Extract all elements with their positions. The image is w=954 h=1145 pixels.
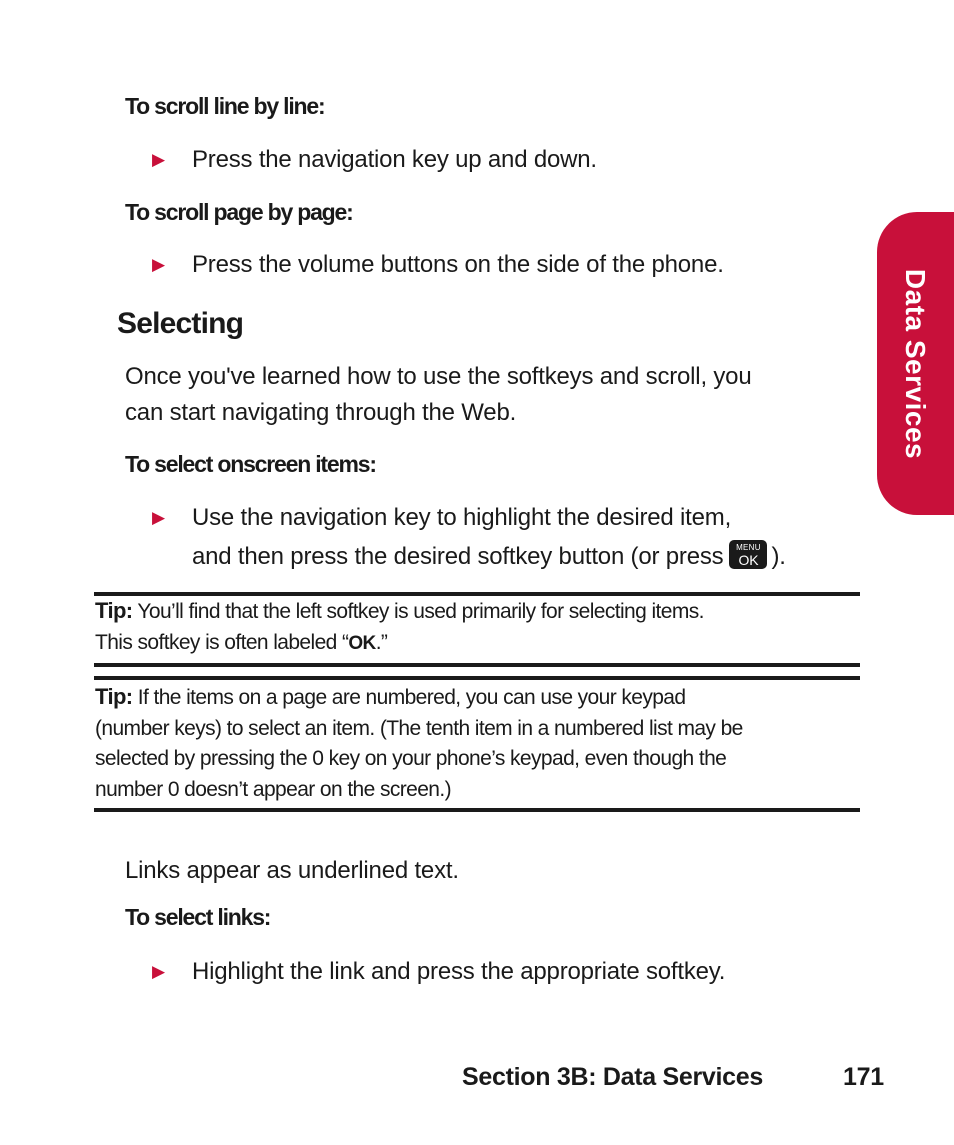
tip1-ok-label: OK: [348, 632, 376, 654]
tip2-line3: selected by pressing the 0 key on your phone’s keypad, even though the: [95, 747, 727, 770]
select-items-heading: To select onscreen items:: [125, 451, 376, 477]
menu-key-top-label: MENU: [736, 543, 761, 553]
side-tab-label: Data Services: [900, 268, 932, 459]
selecting-intro: [125, 359, 751, 431]
select-items-line2-text: and then press the desired softkey button (or press: [192, 543, 724, 570]
tip1-box: [95, 596, 861, 659]
tip1-line1: You’ll find that the left softkey is used primarily for selecting items.: [132, 600, 704, 623]
selecting-intro-line1: Once you've learned how to use the softkeys and scroll, you: [125, 363, 752, 390]
selecting-intro-line2: can start navigating through the Web.: [125, 399, 517, 426]
select-items-line1: Use the navigation key to highlight the desired item,: [192, 504, 732, 531]
bullet-arrow-icon: ▶: [152, 150, 165, 169]
selecting-heading: Selecting: [117, 307, 244, 340]
tip2-box: [95, 682, 861, 805]
tip2-line1: If the items on a page are numbered, you can use your keypad: [132, 686, 686, 709]
bullet-arrow-icon: ▶: [152, 255, 165, 274]
tip1-line2-end: .”: [375, 630, 388, 654]
tip2-top-rule: [94, 676, 860, 680]
tip2-label: Tip:: [95, 684, 133, 709]
bullet-arrow-icon: ▶: [152, 508, 165, 527]
select-links-heading: To select links:: [125, 904, 271, 930]
tip1-line2: This softkey is often labeled “: [95, 630, 349, 654]
section-side-tab: [877, 212, 954, 515]
menu-key-bottom-label: OK: [738, 552, 759, 569]
scroll-page-heading: To scroll page by page:: [125, 199, 353, 225]
scroll-line-heading: To scroll line by line:: [125, 93, 325, 119]
select-items-bullet: [152, 500, 786, 575]
select-links-text: Highlight the link and press the appropriate softkey.: [192, 958, 726, 985]
tip2-line4: number 0 doesn’t appear on the screen.): [95, 777, 452, 801]
select-links-bullet: [152, 954, 725, 990]
tip1-label: Tip:: [95, 598, 133, 623]
scroll-page-text: Press the volume buttons on the side of the phone.: [192, 251, 724, 278]
scroll-line-text: Press the navigation key up and down.: [192, 146, 597, 173]
tip2-bottom-rule: [94, 808, 860, 812]
menu-ok-key-icon: [729, 540, 767, 569]
select-items-line2-end: ).: [771, 543, 786, 570]
scroll-page-bullet: [152, 247, 724, 283]
bullet-arrow-icon: ▶: [152, 962, 165, 981]
tip1-bottom-rule: [94, 663, 860, 667]
scroll-line-bullet: [152, 142, 597, 178]
footer-section: Section 3B: Data Services: [462, 1063, 763, 1091]
select-items-line2: [192, 539, 786, 575]
page-number: 171: [843, 1063, 884, 1091]
links-intro: Links appear as underlined text.: [125, 857, 459, 884]
tip2-line2: (number keys) to select an item. (The tenth item in a numbered list may be: [95, 716, 743, 740]
